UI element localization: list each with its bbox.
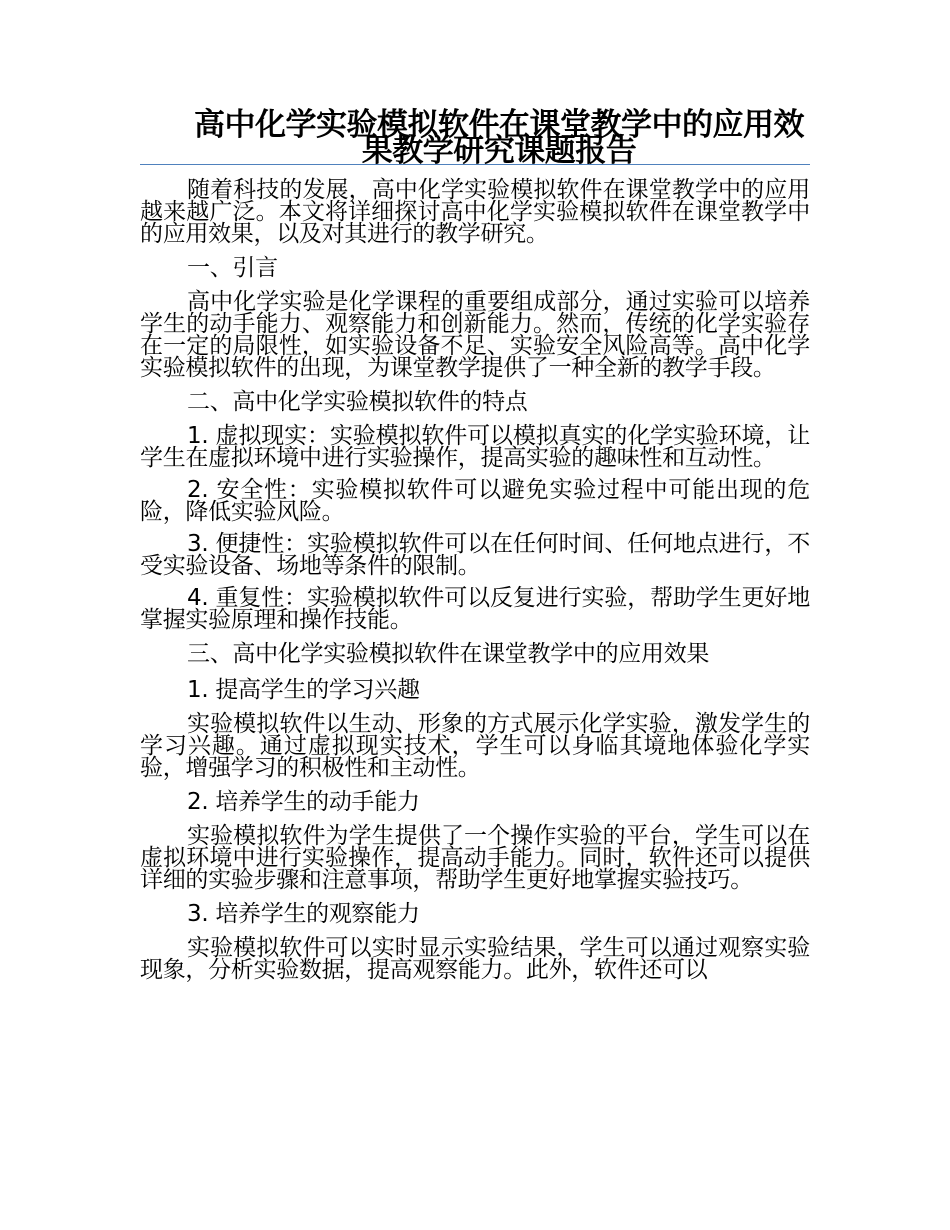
section-heading-features: 二、高中化学实验模拟软件的特点 <box>187 389 528 415</box>
subheading-interest: 1. 提高学生的学习兴趣 <box>187 677 420 703</box>
section-heading-introduction: 一、引言 <box>187 255 278 281</box>
subheading-hands-on: 2. 培养学生的动手能力 <box>187 789 420 815</box>
paragraph-interest: 实验模拟软件以生动、形象的方式展示化学实验，激发学生的学习兴趣。通过虚拟现实技术，学生可以身临其境地体验化学实验，增强学习的积极性和主动性。 <box>140 711 810 781</box>
paragraph-observation: 实验模拟软件可以实时显示实验结果，学生可以通过观察实验现象，分析实验数据，提高观察能力。此外，软件还可以 <box>140 935 810 983</box>
paragraph-feature-safety: 2. 安全性：实验模拟软件可以避免实验过程中可能出现的危险，降低实验风险。 <box>140 477 810 525</box>
paragraph-intro: 随着科技的发展，高中化学实验模拟软件在课堂教学中的应用越来越广泛。本文将详细探讨高中化学实验模拟软件在课堂教学中的应用效果，以及对其进行的教学研究。 <box>140 177 810 247</box>
paragraph-hands-on: 实验模拟软件为学生提供了一个操作实验的平台，学生可以在虚拟环境中进行实验操作，提高动手能力。同时，软件还可以提供详细的实验步骤和注意事项，帮助学生更好地掌握实验技巧。 <box>140 823 810 893</box>
paragraph-background: 高中化学实验是化学课程的重要组成部分，通过实验可以培养学生的动手能力、观察能力和创新能力。然而，传统的化学实验存在一定的局限性，如实验设备不足、实验安全风险高等。高中化学实验模拟软件的出现，为课堂教学提供了一种全新的教学手段。 <box>140 289 810 381</box>
paragraph-feature-virtual-reality: 1. 虚拟现实：实验模拟软件可以模拟真实的化学实验环境，让学生在虚拟环境中进行实验操作，提高实验的趣味性和互动性。 <box>140 423 810 471</box>
paragraph-feature-convenience: 3. 便捷性：实验模拟软件可以在任何时间、任何地点进行，不受实验设备、场地等条件的限制。 <box>140 531 810 579</box>
section-heading-effects: 三、高中化学实验模拟软件在课堂教学中的应用效果 <box>187 641 710 667</box>
subheading-observation: 3. 培养学生的观察能力 <box>187 901 420 927</box>
document-title: 高中化学实验模拟软件在课堂教学中的应用效果教学研究课题报告 <box>194 107 804 169</box>
document-page <box>140 100 810 991</box>
paragraph-feature-repeatability: 4. 重复性：实验模拟软件可以反复进行实验，帮助学生更好地掌握实验原理和操作技能。 <box>140 585 810 633</box>
